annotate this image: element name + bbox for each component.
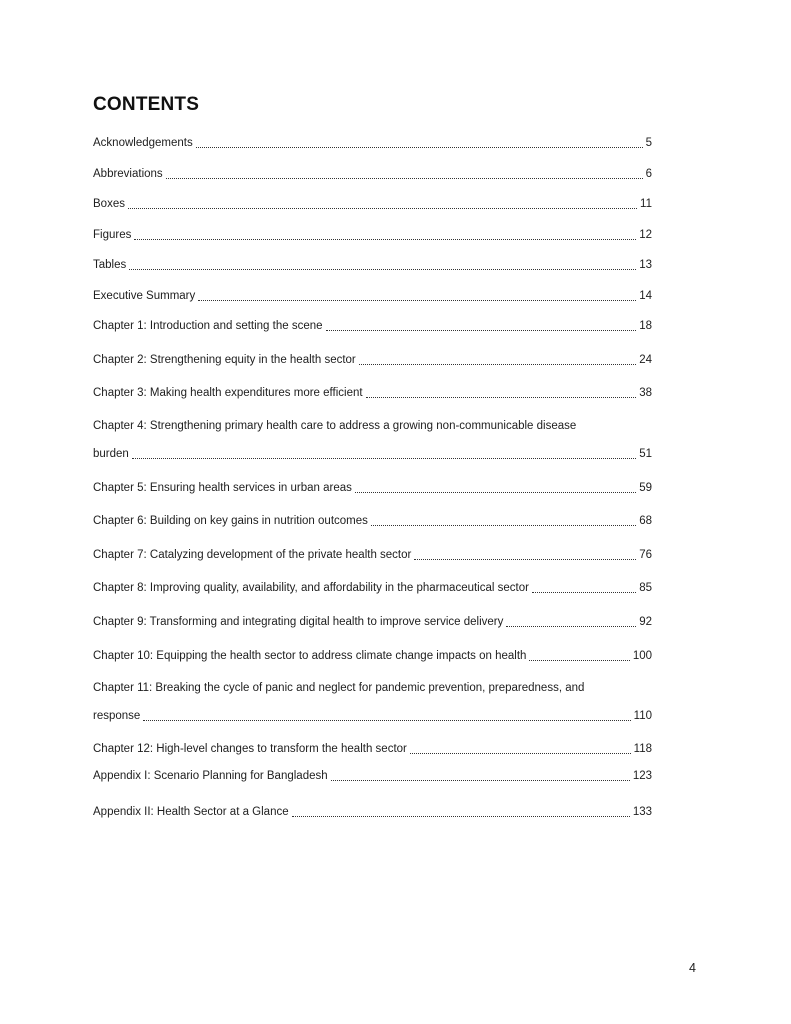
dot-leader: [128, 196, 637, 212]
toc-entry-page: 68: [639, 515, 652, 527]
dot-leader: [414, 547, 636, 563]
toc-entry-chapter-8[interactable]: [93, 578, 652, 596]
toc-entry-chapter-2[interactable]: [93, 350, 652, 368]
dot-leader: [366, 385, 637, 401]
toc-entry-title: Boxes: [93, 198, 125, 210]
toc-entry-page: 51: [639, 448, 652, 460]
toc-entry-chapter-5[interactable]: [93, 478, 652, 496]
toc-entry-title: burden: [93, 448, 129, 460]
toc-entry-figures[interactable]: [93, 225, 652, 243]
toc-entry-title: Chapter 12: High-level changes to transform the health sector: [93, 743, 407, 755]
toc-entry-title: Appendix I: Scenario Planning for Bangladesh: [93, 770, 328, 782]
toc-entry-title: Chapter 10: Equipping the health sector to address climate change impacts on health: [93, 650, 527, 662]
toc-entry-chapter-4[interactable]: [93, 444, 652, 462]
toc-entry-title: Chapter 8: Improving quality, availability, and affordability in the pharmaceutical sector: [93, 582, 529, 594]
toc-entry-appendix-2[interactable]: [93, 802, 652, 820]
page-title: CONTENTS: [93, 94, 200, 115]
toc-entry-title: response: [93, 710, 141, 722]
dot-leader: [532, 580, 636, 596]
toc-entry-boxes[interactable]: [93, 194, 652, 212]
toc-entry-chapter-1[interactable]: [93, 316, 652, 334]
toc-entry-title: Chapter 5: Ensuring health services in urban areas: [93, 482, 352, 494]
toc-entry-chapter-3[interactable]: [93, 383, 652, 401]
toc-entry-chapter-12[interactable]: [93, 739, 652, 757]
toc-entry-chapter-4-line1[interactable]: Chapter 4: Strengthening primary health care to address a growing non-communicable disease: [93, 420, 577, 432]
toc-entry-title: Chapter 6: Building on key gains in nutrition outcomes: [93, 515, 368, 527]
dot-leader: [143, 708, 630, 724]
toc-entry-tables[interactable]: [93, 255, 652, 273]
toc-entry-appendix-1[interactable]: [93, 766, 652, 784]
toc-entry-page: 6: [645, 168, 652, 180]
toc-entry-page: 110: [633, 710, 652, 722]
toc-entry-page: 100: [632, 650, 652, 662]
dot-leader: [198, 288, 636, 304]
dot-leader: [359, 352, 636, 368]
dot-leader: [410, 741, 631, 757]
toc-entry-abbreviations[interactable]: [93, 164, 652, 182]
dot-leader: [331, 768, 630, 784]
dot-leader: [196, 135, 643, 151]
dot-leader: [506, 614, 636, 630]
toc-entry-title: Figures: [93, 229, 132, 241]
toc-entry-page: 92: [639, 616, 652, 628]
toc-entry-title: Appendix II: Health Sector at a Glance: [93, 806, 289, 818]
toc-entry-chapter-10[interactable]: [93, 646, 652, 664]
toc-entry-title: Chapter 7: Catalyzing development of the private health sector: [93, 549, 412, 561]
toc-entry-page: 118: [633, 743, 652, 755]
toc-entry-page: 24: [639, 354, 652, 366]
dot-leader: [129, 257, 636, 273]
toc-entry-page: 12: [639, 229, 652, 241]
toc-entry-page: 76: [639, 549, 652, 561]
toc-entry-title: Chapter 3: Making health expenditures more efficient: [93, 387, 363, 399]
dot-leader: [355, 480, 636, 496]
toc-entry-chapter-7[interactable]: [93, 545, 652, 563]
dot-leader: [132, 446, 636, 462]
toc-entry-page: 59: [639, 482, 652, 494]
dot-leader: [292, 804, 630, 820]
dot-leader: [134, 227, 636, 243]
toc-entry-chapter-11-line1[interactable]: Chapter 11: Breaking the cycle of panic and neglect for pandemic prevention, preparedness, and: [93, 682, 585, 694]
toc-entry-page: 123: [632, 770, 652, 782]
toc-entry-chapter-6[interactable]: [93, 511, 652, 529]
toc-entry-page: 14: [639, 290, 652, 302]
toc-entry-page: 38: [639, 387, 652, 399]
dot-leader: [326, 318, 637, 334]
dot-leader: [166, 166, 643, 182]
toc-entry-page: 85: [639, 582, 652, 594]
toc-entry-page: 18: [639, 320, 652, 332]
toc-entry-page: 13: [639, 259, 652, 271]
toc-entry-chapter-9[interactable]: [93, 612, 652, 630]
toc-entry-title: Chapter 2: Strengthening equity in the health sector: [93, 354, 356, 366]
toc-entry-title: Acknowledgements: [93, 137, 193, 149]
toc-entry-page: 11: [640, 198, 652, 210]
toc-entry-title: Executive Summary: [93, 290, 196, 302]
page-number: 4: [689, 961, 696, 975]
toc-entry-executive-summary[interactable]: [93, 286, 652, 304]
toc-entry-acknowledgements[interactable]: [93, 133, 652, 151]
toc-entry-page: 133: [632, 806, 652, 818]
toc-entry-chapter-11[interactable]: [93, 706, 652, 724]
dot-leader: [529, 648, 629, 664]
toc-entry-title: Abbreviations: [93, 168, 163, 180]
toc-entry-title: Tables: [93, 259, 127, 271]
toc-entry-title: Chapter 1: Introduction and setting the scene: [93, 320, 323, 332]
toc-entry-page: 5: [645, 137, 652, 149]
dot-leader: [371, 513, 636, 529]
toc-entry-title: Chapter 9: Transforming and integrating digital health to improve service delivery: [93, 616, 504, 628]
